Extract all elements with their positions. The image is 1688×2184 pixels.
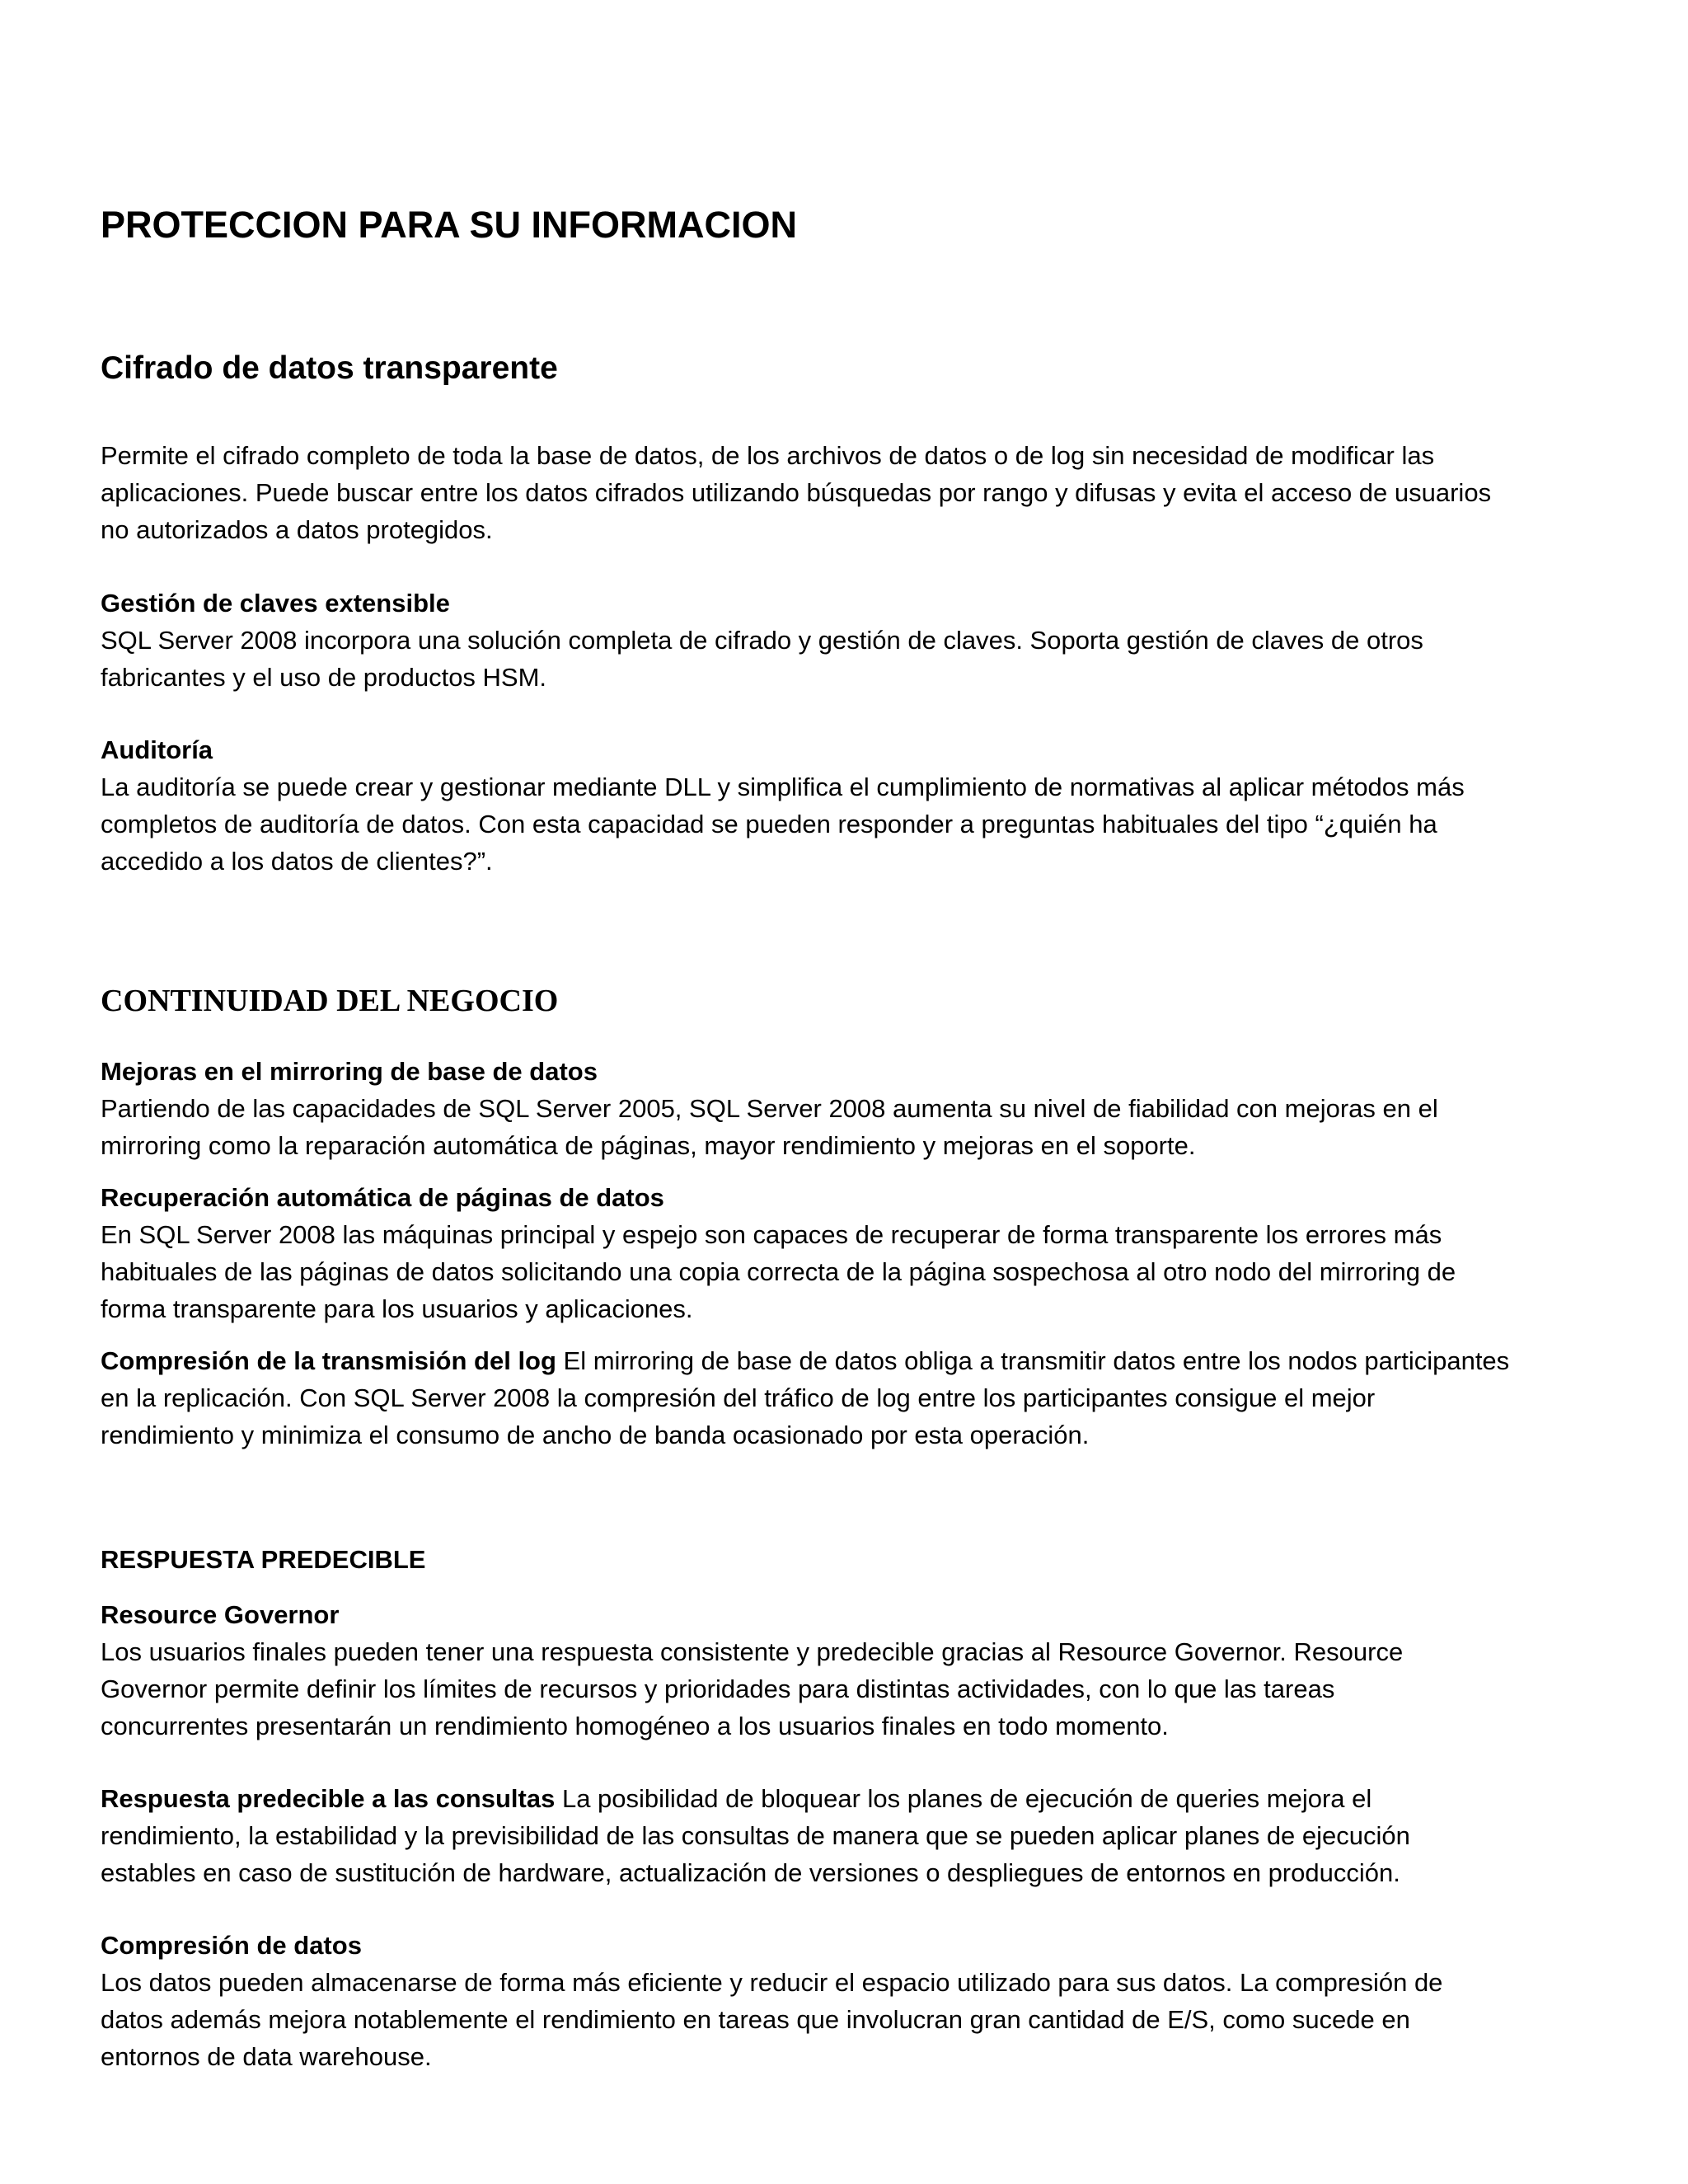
- paragraph-line: [101, 1342, 1609, 1379]
- paragraph-line: SQL Server 2008 incorpora una solución completa de cifrado y gestión de claves. Soporta gestión de claves de otros: [101, 626, 1423, 655]
- paragraph-line: forma transparente para los usuarios y aplicaciones.: [101, 1294, 693, 1323]
- paragraph-compresion-log: [101, 1342, 1609, 1454]
- subheading-compresion-datos: Compresión de datos: [101, 1931, 362, 1960]
- subheading-resource-governor: Resource Governor: [101, 1600, 340, 1629]
- paragraph-line: La auditoría se puede crear y gestionar mediante DLL y simplifica el cumplimiento de normativas al aplicar métodos más: [101, 773, 1465, 801]
- inline-text: El mirroring de base de datos obliga a transmitir datos entre los nodos participantes: [556, 1346, 1510, 1375]
- paragraph-line: mirroring como la reparación automática de páginas, mayor rendimiento y mejoras en el soporte.: [101, 1131, 1196, 1160]
- subheading-mirroring: Mejoras en el mirroring de base de datos: [101, 1057, 598, 1086]
- paragraph-line: Partiendo de las capacidades de SQL Server 2005, SQL Server 2008 aumenta su nivel de fiabilidad con mejoras en el: [101, 1094, 1438, 1123]
- subheading-recuperacion-paginas: Recuperación automática de páginas de datos: [101, 1183, 664, 1212]
- paragraph-line: datos además mejora notablemente el rendimiento en tareas que involucran gran cantidad de E/S, como sucede en: [101, 2005, 1410, 2034]
- paragraph-recuperacion-paginas: [101, 1179, 1609, 1327]
- inline-text: La posibilidad de bloquear los planes de ejecución de queries mejora el: [555, 1784, 1372, 1813]
- paragraph-line: Los datos pueden almacenarse de forma más eficiente y reducir el espacio utilizado para sus datos. La compresión de: [101, 1968, 1443, 1997]
- paragraph-line: rendimiento, la estabilidad y la previsibilidad de las consultas de manera que se pueden aplicar planes de ejecución: [101, 1821, 1410, 1850]
- paragraph-line: entornos de data warehouse.: [101, 2042, 432, 2071]
- section-heading-respuesta: RESPUESTA PREDECIBLE: [101, 1545, 426, 1574]
- paragraph-auditoria: [101, 731, 1609, 880]
- paragraph-respuesta-consultas: [101, 1780, 1609, 1891]
- paragraph-line: fabricantes y el uso de productos HSM.: [101, 663, 547, 692]
- paragraph-line: Permite el cifrado completo de toda la base de datos, de los archivos de datos o de log sin necesidad de modificar las: [101, 441, 1435, 470]
- paragraph-line: en la replicación. Con SQL Server 2008 la compresión del tráfico de log entre los participantes consigue el mejor: [101, 1383, 1376, 1412]
- paragraph-line: accedido a los datos de clientes?”.: [101, 847, 493, 876]
- subheading-auditoria: Auditoría: [101, 735, 213, 764]
- paragraph-line: estables en caso de sustitución de hardware, actualización de versiones o despliegues de entornos en producción.: [101, 1858, 1400, 1887]
- inline-heading-compresion-log: Compresión de la transmisión del log: [101, 1346, 556, 1375]
- paragraph-line: habituales de las páginas de datos solicitando una copia correcta de la página sospechosa al otro nodo del mirroring de: [101, 1257, 1456, 1286]
- section-heading-cifrado: Cifrado de datos transparente: [101, 350, 558, 386]
- paragraph-line: Los usuarios finales pueden tener una respuesta consistente y predecible gracias al Resource Governor. Resource: [101, 1637, 1404, 1666]
- paragraph-gestion-claves: [101, 585, 1609, 696]
- paragraph-cifrado-intro: [101, 437, 1609, 548]
- paragraph-mirroring: [101, 1053, 1609, 1164]
- section-heading-continuidad: CONTINUIDAD DEL NEGOCIO: [101, 984, 559, 1018]
- paragraph-line: Governor permite definir los límites de recursos y prioridades para distintas actividades, con lo que las tareas: [101, 1674, 1335, 1703]
- paragraph-line: En SQL Server 2008 las máquinas principal y espejo son capaces de recuperar de forma transparente los errores más: [101, 1220, 1442, 1249]
- paragraph-line: aplicaciones. Puede buscar entre los datos cifrados utilizando búsquedas por rango y difusas y evita el acceso de usuarios: [101, 478, 1492, 507]
- inline-heading-respuesta-consultas: Respuesta predecible a las consultas: [101, 1784, 556, 1813]
- subheading-gestion-claves: Gestión de claves extensible: [101, 589, 450, 618]
- paragraph-line: no autorizados a datos protegidos.: [101, 515, 493, 544]
- paragraph-line: concurrentes presentarán un rendimiento homogéneo a los usuarios finales en todo momento.: [101, 1712, 1169, 1740]
- paragraph-resource-governor: [101, 1596, 1609, 1745]
- paragraph-compresion-datos: [101, 1927, 1609, 2075]
- paragraph-line: completos de auditoría de datos. Con esta capacidad se pueden responder a preguntas habituales del tipo “¿quién ha: [101, 810, 1437, 838]
- paragraph-line: [101, 1780, 1609, 1817]
- page-title: PROTECCION PARA SU INFORMACION: [101, 204, 798, 246]
- paragraph-line: rendimiento y minimiza el consumo de ancho de banda ocasionado por esta operación.: [101, 1421, 1090, 1449]
